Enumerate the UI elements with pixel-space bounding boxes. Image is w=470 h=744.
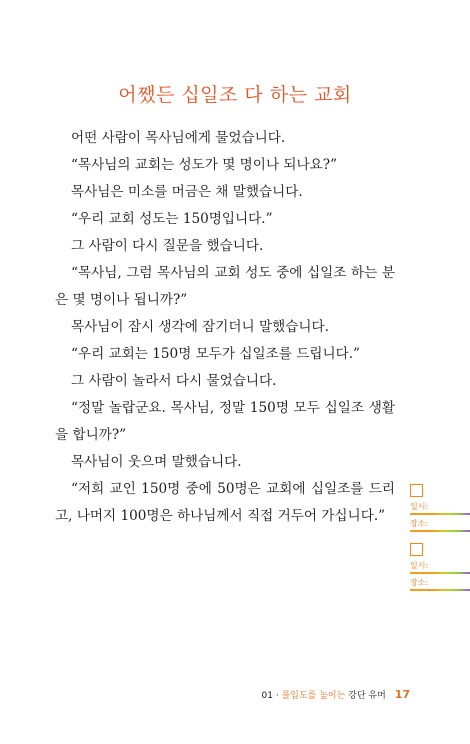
paragraph: 그 사람이 놀라서 다시 물었습니다. [71,373,277,389]
page-number: 17 [394,688,410,701]
memo-place-line [410,530,470,532]
paragraph: “저희 교인 150명 중에 50명은 교회에 십일조를 드리고, 나머지 100명은 하나님께서 직접 거두어 가십니다.” [55,481,395,524]
running-footer [262,688,411,701]
memo-place-line [410,589,470,591]
story-text [55,125,395,530]
memo-block [408,484,470,535]
paragraph: 목사님이 잠시 생각에 잠기더니 말했습니다. [71,319,329,335]
paragraph: 그 사람이 다시 질문을 했습니다. [71,238,264,254]
page-title: 어쨌든 십일조 다 하는 교회 [118,84,352,106]
memo-date-label: 일시: [410,561,429,570]
memo-checkbox[interactable] [410,543,423,556]
memo-date-row [408,560,470,577]
paragraph: “목사님의 교회는 성도가 몇 명이나 되나요?” [71,157,338,173]
paragraph: “우리 교회는 150명 모두가 십일조를 드립니다.” [71,346,361,362]
paragraph: 목사님이 웃으며 말했습니다. [71,454,242,470]
memo-date-row [408,501,470,518]
memo-place-label: 장소: [410,519,429,528]
memo-place-label: 장소: [410,578,429,587]
paragraph: 목사님은 미소를 머금은 채 말했습니다. [71,184,303,200]
memo-checkbox[interactable] [410,484,423,497]
memo-place-row [408,577,470,594]
paragraph: “목사님, 그럼 목사님의 교회 성도 중에 십일조 하는 분은 몇 명이나 됩니까?” [55,265,395,308]
footer-chapter: 01 · [261,691,279,701]
memo-block [408,543,470,594]
footer-part-title: 강단 유머 [348,691,386,701]
memo-date-line [410,572,470,574]
memo-date-line [410,513,470,515]
memo-place-row [408,518,470,535]
paragraph: “정말 놀랍군요. 목사님, 정말 150명 모두 십일조 생활을 합니까?” [55,400,395,443]
paragraph: 어떤 사람이 목사님에게 물었습니다. [71,130,286,146]
footer-part-accent: 몰입도를 높이는 [281,691,346,701]
paragraph: “우리 교회 성도는 150명입니다.” [71,211,273,227]
memo-date-label: 일시: [410,502,429,511]
